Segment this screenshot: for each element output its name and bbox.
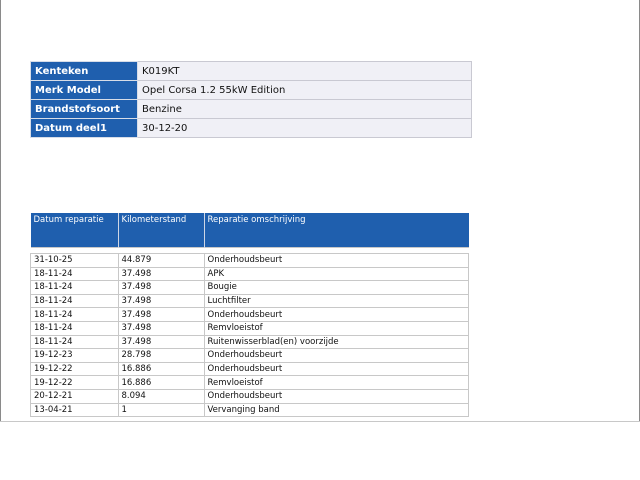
- vehicle-row-merk-model: [31, 81, 472, 100]
- cell-mileage: 44.879: [118, 254, 204, 268]
- cell-mileage: 37.498: [118, 294, 204, 308]
- table-row: [31, 376, 469, 390]
- page-left-border: [0, 0, 1, 422]
- repair-header-row: [31, 213, 469, 248]
- cell-date: 31-10-25: [31, 254, 119, 268]
- cell-mileage: 37.498: [118, 335, 204, 349]
- vehicle-label: Merk Model: [31, 81, 138, 100]
- table-row: [31, 389, 469, 403]
- table-row: [31, 281, 469, 295]
- cell-date: 19-12-23: [31, 349, 119, 363]
- cell-mileage: 37.498: [118, 308, 204, 322]
- cell-mileage: 1: [118, 403, 204, 417]
- cell-description: Vervanging band: [204, 403, 469, 417]
- cell-description: Onderhoudsbeurt: [204, 308, 469, 322]
- cell-description: Remvloeistof: [204, 321, 469, 335]
- cell-description: Onderhoudsbeurt: [204, 389, 469, 403]
- cell-date: 18-11-24: [31, 267, 119, 281]
- cell-date: 18-11-24: [31, 294, 119, 308]
- cell-mileage: 37.498: [118, 321, 204, 335]
- cell-mileage: 16.886: [118, 376, 204, 390]
- cell-mileage: 37.498: [118, 267, 204, 281]
- table-row: [31, 362, 469, 376]
- page-bottom-border: [0, 421, 640, 422]
- cell-date: 18-11-24: [31, 335, 119, 349]
- cell-date: 18-11-24: [31, 321, 119, 335]
- cell-description: Bougie: [204, 281, 469, 295]
- cell-mileage: 8.094: [118, 389, 204, 403]
- cell-description: Onderhoudsbeurt: [204, 254, 469, 268]
- column-header-mileage: Kilometerstand: [118, 213, 204, 248]
- cell-date: 20-12-21: [31, 389, 119, 403]
- vehicle-value: 30-12-20: [138, 119, 472, 138]
- cell-mileage: 16.886: [118, 362, 204, 376]
- table-row: [31, 294, 469, 308]
- table-row: [31, 321, 469, 335]
- cell-description: Ruitenwisserblad(en) voorzijde: [204, 335, 469, 349]
- table-row: [31, 403, 469, 417]
- vehicle-info-table: [30, 61, 472, 138]
- table-row: [31, 308, 469, 322]
- cell-description: Luchtfilter: [204, 294, 469, 308]
- table-row: [31, 267, 469, 281]
- repair-rows: [31, 248, 469, 417]
- repair-history-table: [30, 213, 469, 417]
- cell-description: APK: [204, 267, 469, 281]
- vehicle-label: Kenteken: [31, 62, 138, 81]
- cell-mileage: 28.798: [118, 349, 204, 363]
- cell-mileage: 37.498: [118, 281, 204, 295]
- cell-description: Remvloeistof: [204, 376, 469, 390]
- column-header-description: Reparatie omschrijving: [204, 213, 469, 248]
- vehicle-label: Datum deel1: [31, 119, 138, 138]
- vehicle-value: Opel Corsa 1.2 55kW Edition: [138, 81, 472, 100]
- cell-description: Onderhoudsbeurt: [204, 362, 469, 376]
- vehicle-row-datum-deel1: [31, 119, 472, 138]
- cell-date: 18-11-24: [31, 308, 119, 322]
- cell-date: 19-12-22: [31, 376, 119, 390]
- cell-description: Onderhoudsbeurt: [204, 349, 469, 363]
- column-header-date: Datum reparatie: [31, 213, 119, 248]
- cell-date: 13-04-21: [31, 403, 119, 417]
- vehicle-label: Brandstofsoort: [31, 100, 138, 119]
- table-row: [31, 335, 469, 349]
- table-row: [31, 349, 469, 363]
- cell-date: 19-12-22: [31, 362, 119, 376]
- table-row: [31, 254, 469, 268]
- vehicle-row-kenteken: [31, 62, 472, 81]
- cell-date: 18-11-24: [31, 281, 119, 295]
- vehicle-row-brandstofsoort: [31, 100, 472, 119]
- vehicle-value: K019KT: [138, 62, 472, 81]
- vehicle-value: Benzine: [138, 100, 472, 119]
